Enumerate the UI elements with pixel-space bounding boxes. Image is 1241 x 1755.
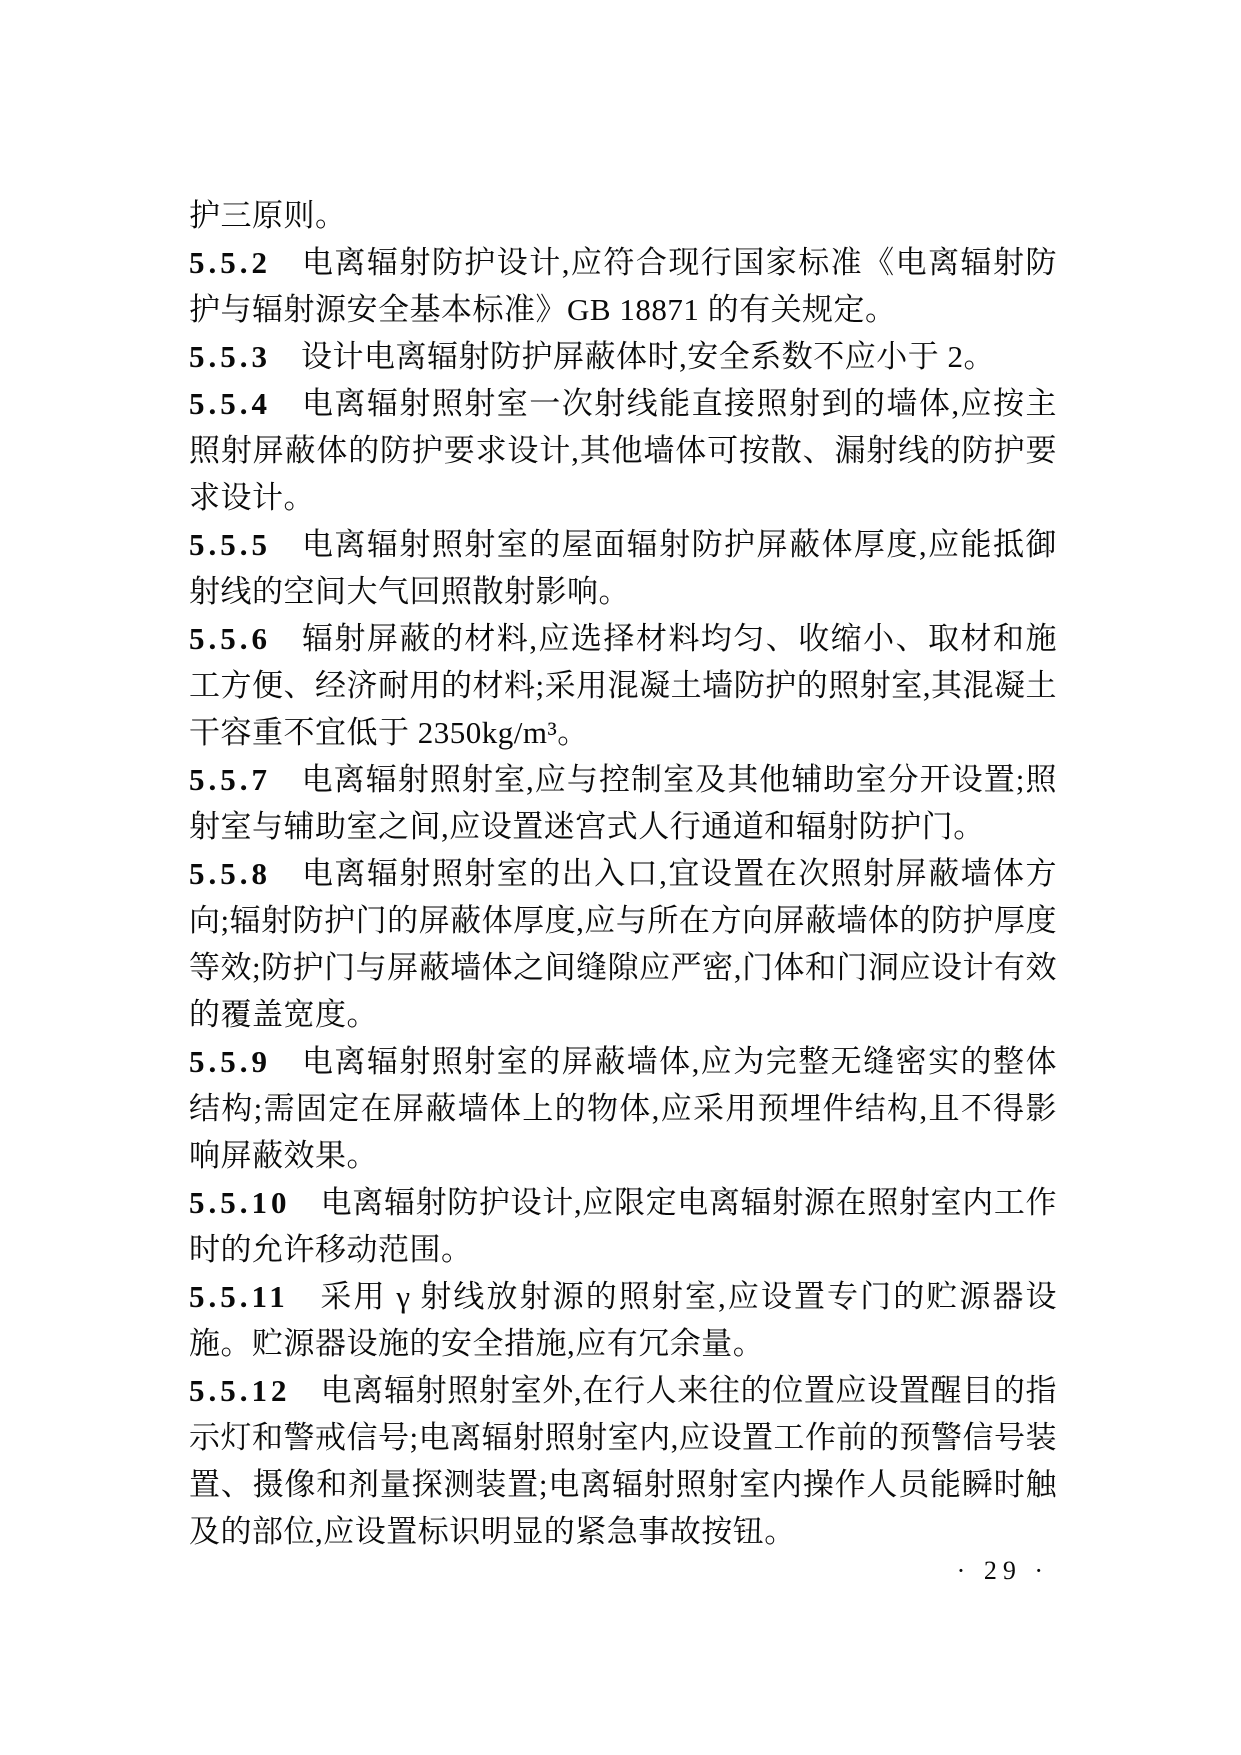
clause-number: 5.5.4 (189, 386, 271, 421)
clause-text: 电离辐射防护设计,应符合现行国家标准《电离辐射防护与辐射源安全基本标准》GB 18871 的有关规定。 (189, 245, 1057, 327)
clause-text: 电离辐射照射室一次射线能直接照射到的墙体,应按主照射屏蔽体的防护要求设计,其他墙体可按散、漏射线的防护要求设计。 (189, 386, 1057, 515)
clause-number: 5.5.12 (189, 1373, 291, 1408)
clause-text: 电离辐射照射室的出入口,宜设置在次照射屏蔽墙体方向;辐射防护门的屏蔽体厚度,应与所在方向屏蔽墙体的防护厚度等效;防护门与屏蔽墙体之间缝隙应严密,门体和门洞应设计有效的覆盖宽度。 (189, 856, 1057, 1032)
clause-number: 5.5.11 (189, 1279, 289, 1314)
clause-text: 采用 γ 射线放射源的照射室,应设置专门的贮源器设施。贮源器设施的安全措施,应有冗余量。 (189, 1279, 1057, 1361)
clause-text: 电离辐射照射室,应与控制室及其他辅助室分开设置;照射室与辅助室之间,应设置迷宫式人行通道和辐射防护门。 (189, 762, 1057, 844)
clause-5-5-11 (189, 1273, 1057, 1367)
clause-5-5-9 (189, 1038, 1057, 1179)
clause-text: 电离辐射照射室的屋面辐射防护屏蔽体厚度,应能抵御射线的空间大气回照散射影响。 (189, 527, 1057, 609)
clause-5-5-10 (189, 1179, 1057, 1273)
clause-number: 5.5.2 (189, 245, 271, 280)
clause-text: 护三原则。 (189, 198, 347, 233)
clause-text: 辐射屏蔽的材料,应选择材料均匀、收缩小、取材和施工方便、经济耐用的材料;采用混凝土墙防护的照射室,其混凝土干容重不宜低于 2350kg/m³。 (189, 621, 1057, 750)
page-number: · 29 · (956, 1556, 1049, 1585)
clause-number: 5.5.9 (189, 1044, 271, 1079)
clause-text: 电离辐射照射室外,在行人来往的位置应设置醒目的指示灯和警戒信号;电离辐射照射室内,应设置工作前的预警信号装置、摄像和剂量探测装置;电离辐射照射室内操作人员能瞬时触及的部位,应设置标识明显的紧急事故按钮。 (189, 1373, 1057, 1549)
clause-5-5-7 (189, 756, 1057, 850)
clause-text: 设计电离辐射防护屏蔽体时,安全系数不应小于 2。 (301, 339, 995, 374)
clause-text: 电离辐射照射室的屏蔽墙体,应为完整无缝密实的整体结构;需固定在屏蔽墙体上的物体,应采用预埋件结构,且不得影响屏蔽效果。 (189, 1044, 1057, 1173)
paragraph-continuation (189, 192, 1057, 239)
clause-text: 电离辐射防护设计,应限定电离辐射源在照射室内工作时的允许移动范围。 (189, 1185, 1057, 1267)
clause-5-5-8 (189, 850, 1057, 1038)
clause-number: 5.5.10 (189, 1185, 291, 1220)
clause-5-5-5 (189, 521, 1057, 615)
clause-5-5-4 (189, 380, 1057, 521)
clause-number: 5.5.8 (189, 856, 271, 891)
clause-number: 5.5.3 (189, 339, 271, 374)
document-body (189, 192, 1057, 1555)
clause-5-5-12 (189, 1367, 1057, 1555)
clause-5-5-2 (189, 239, 1057, 333)
clause-number: 5.5.7 (189, 762, 271, 797)
clause-number: 5.5.5 (189, 527, 271, 562)
clause-5-5-3 (189, 333, 1057, 380)
clause-number: 5.5.6 (189, 621, 271, 656)
clause-5-5-6 (189, 615, 1057, 756)
